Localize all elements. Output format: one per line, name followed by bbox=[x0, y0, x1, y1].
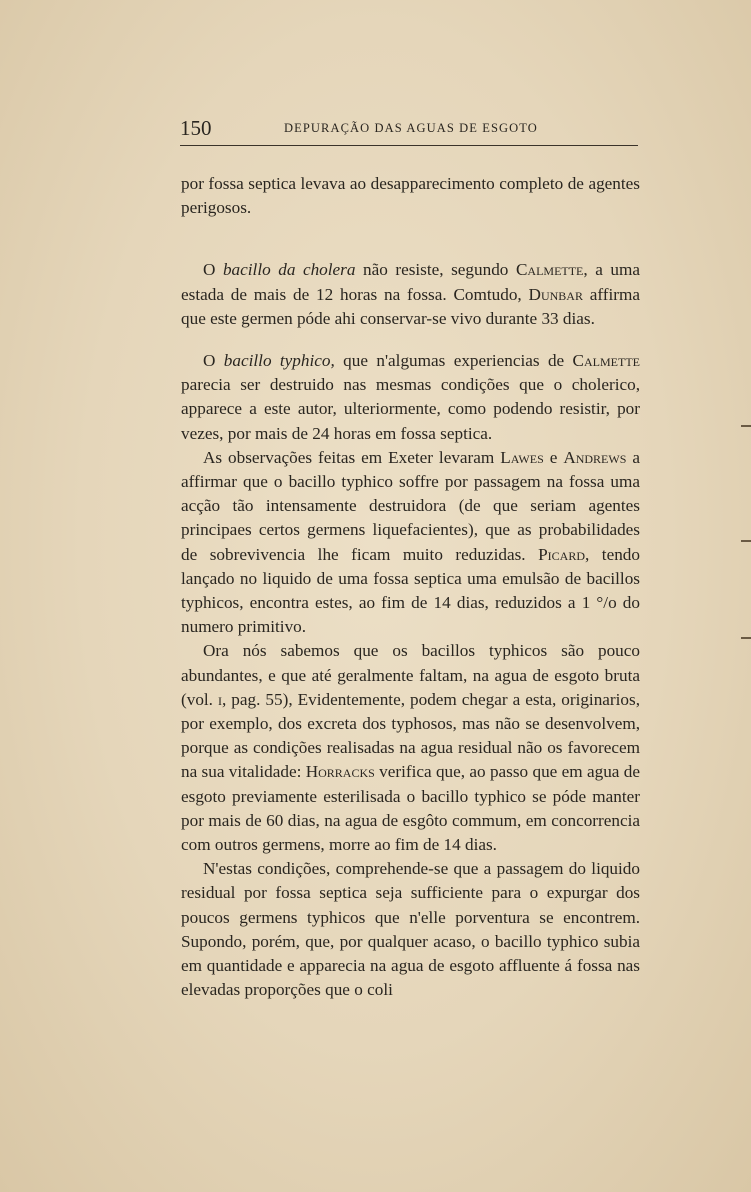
paragraph-6 bbox=[181, 857, 640, 1002]
text-run: Ora nós sabemos que os bacillos typhicos são pouco abundantes, e que até geralmente faltam, na agua de esgoto bruta (vol. bbox=[181, 641, 640, 709]
page-number: 150 bbox=[180, 116, 212, 140]
text-run: parecia ser destruido nas mesmas condições que o cholerico, apparece a este autor, ulteriormente, como podendo resistir, por vezes, por mais de 24 horas em fossa septica. bbox=[181, 375, 640, 443]
page-header bbox=[180, 116, 638, 144]
author-name: Dunbar bbox=[528, 284, 583, 304]
text-run: a affirmar que o bacillo typhico soffre por passagem na fossa uma acção tão intensamente destruidora (de que seriam agentes principaes certos germens liquefacientes), que as probabilidades de sobrevivencia lhe ficam muito reduzidas. bbox=[181, 447, 640, 564]
volume-number: i bbox=[218, 689, 222, 709]
paragraph-3 bbox=[181, 349, 640, 446]
paragraph-2 bbox=[181, 258, 640, 331]
paragraph-1 bbox=[181, 172, 640, 220]
paragraph-text: N'estas condições, comprehende-se que a passagem do liquido residual por fossa septica seja sufficiente para o expurgar dos poucos germens typhicos que n'elle porventura se encontrem. Supondo, porém, que, por qualquer acaso, o bacillo typhico subia em quantidade e apparecia na agua de esgoto affluente á fossa nas elevadas proporções que o coli bbox=[181, 859, 640, 1000]
running-title: DEPURAÇÃO DAS AGUAS DE ESGOTO bbox=[284, 121, 538, 135]
text-run: e bbox=[543, 447, 564, 467]
text-run: affirma que este germen póde ahi conservar-se vivo durante 33 dias. bbox=[181, 284, 641, 328]
author-name: Lawes bbox=[500, 447, 544, 467]
paragraph-text: por fossa septica levava ao desapparecimento completo de agentes perigosos. bbox=[181, 174, 640, 218]
page-edge-mark bbox=[741, 637, 751, 639]
text-run: O bbox=[203, 260, 223, 280]
paragraph-5 bbox=[181, 639, 640, 857]
page-edge-mark bbox=[741, 540, 751, 542]
text-run: O bbox=[203, 351, 224, 371]
header-rule bbox=[180, 145, 638, 146]
author-name: Calmette bbox=[515, 260, 584, 280]
author-name: Horracks bbox=[305, 762, 375, 782]
page-edge-mark bbox=[741, 425, 751, 427]
italic-term: bacillo typhico, bbox=[223, 351, 335, 371]
body-text bbox=[181, 172, 640, 1003]
italic-term: bacillo da cholera bbox=[222, 260, 356, 280]
text-run: , a uma estada de mais de 12 horas na fossa. Comtudo, bbox=[181, 260, 640, 304]
text-run: , pag. 55), Evidentemente, podem chegar a esta, originarios, por exemplo, dos excreta dos typhosos, mas não se desenvolvem, porque as condições realisadas na agua residual não os favorecem na sua vitalidade: bbox=[181, 689, 641, 782]
author-name: Andrews bbox=[563, 447, 627, 467]
text-run: As observações feitas em Exeter levaram bbox=[203, 447, 501, 467]
author-name: Calmette bbox=[572, 351, 640, 371]
text-run: , tendo lançado no liquido de uma fossa septica uma emulsão de bacillos typhicos, encontra estes, ao fim de 14 dias, reduzidos a 1 °/o do numero primitivo. bbox=[181, 544, 640, 637]
text-run: que n'algumas experiencias de bbox=[334, 351, 573, 371]
paragraph-4 bbox=[181, 446, 640, 640]
text-run: verifica que, ao passo que em agua de esgoto previamente esterilisada o bacillo typhico se póde manter por mais de 60 dias, na agua de esgôto commum, em concorrencia com outros germens, morre ao fim de 14 dias. bbox=[181, 762, 640, 855]
text-run: não resiste, segundo bbox=[355, 260, 516, 280]
author-name: Picard bbox=[538, 544, 585, 564]
